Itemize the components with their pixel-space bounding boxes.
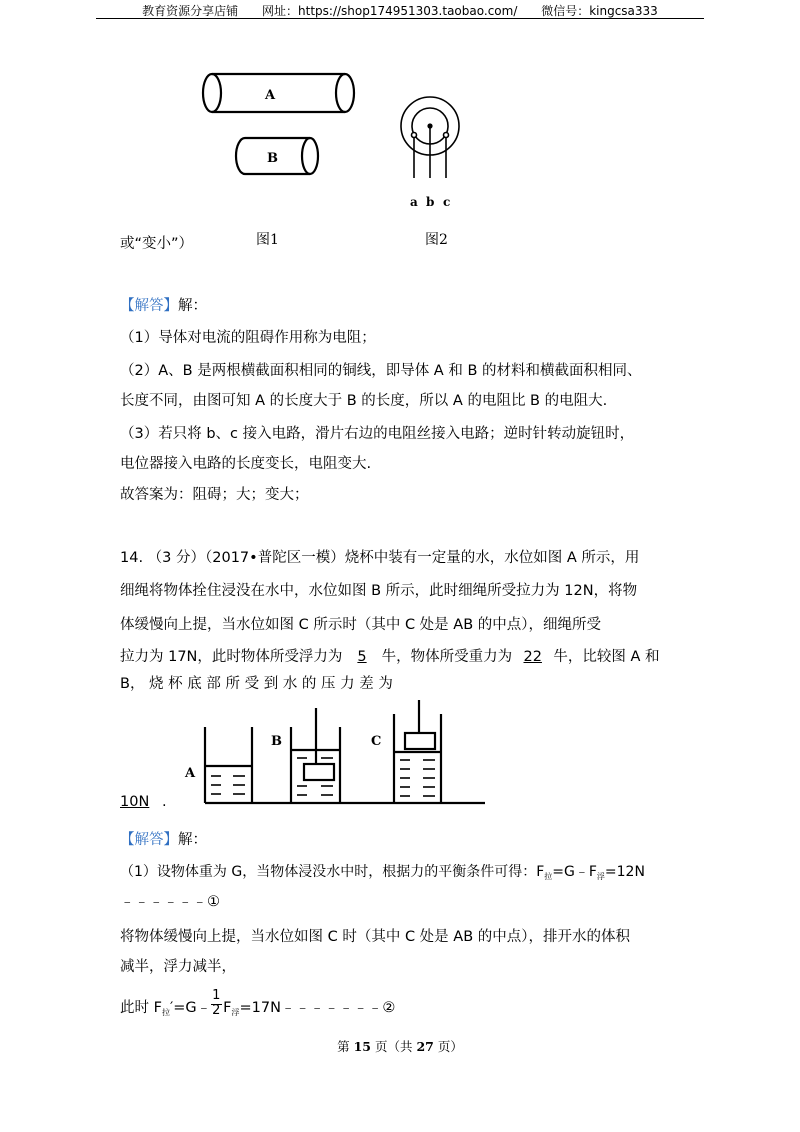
beaker-c-label: C bbox=[371, 734, 382, 749]
shop-url: 网址：https://shop174951303.taobao.com/ bbox=[262, 4, 518, 18]
page-number: 15 bbox=[353, 1039, 371, 1054]
q14-text-line-1: 14. （3 分）（2017•普陀区一模）烧杯中装有一定量的水，水位如图 A 所示，用 bbox=[120, 550, 640, 566]
shop-name: 教育资源分享店铺 bbox=[142, 4, 239, 18]
terminal-a-label: a bbox=[410, 195, 418, 209]
q14-beaker-figure bbox=[175, 700, 490, 810]
sol1-sub-pull: 拉 bbox=[544, 872, 553, 881]
answer-word: 解： bbox=[178, 832, 207, 848]
q13-solution-line-4: （3）若只将 b、c 接入电路，滑片右边的电阻丝接入电路；逆时针转动旋钮时， bbox=[120, 426, 635, 442]
fraction-denominator: 2 bbox=[212, 1003, 221, 1018]
figure-2-potentiometer bbox=[395, 88, 475, 213]
q13-answer-heading bbox=[120, 294, 207, 315]
wechat-id: 微信号：kingcsa333 bbox=[541, 4, 658, 18]
sol4-sub-pull: 拉 bbox=[161, 1008, 170, 1017]
answer-bracket-label: 【解答】 bbox=[120, 298, 178, 314]
answer-word: 解： bbox=[178, 298, 207, 314]
page-header bbox=[0, 2, 800, 19]
answer-blank-gravity: 22 bbox=[523, 649, 542, 665]
fraction-numerator: 1 bbox=[212, 988, 221, 1003]
q14-text-line-5: B， 烧 杯 底 部 所 受 到 水 的 压 力 差 为 bbox=[120, 676, 393, 692]
q13-solution-line-3: 长度不同，由图可知 A 的长度大于 B 的长度，所以 A 的电阻比 B 的电阻大. bbox=[120, 393, 608, 409]
terminal-b-label: b bbox=[426, 195, 435, 209]
beaker-b-label: B bbox=[271, 734, 282, 749]
footer-middle: 页（共 bbox=[374, 1039, 413, 1054]
figure-1-cylinders bbox=[195, 62, 365, 187]
q14-line4-part-c: 牛，比较图 A 和 bbox=[553, 649, 660, 665]
q14-line6-period: . bbox=[162, 794, 167, 810]
header-divider bbox=[96, 18, 704, 19]
q14-solution-line-2: 将物体缓慢向上提，当水位如图 C 时（其中 C 处是 AB 的中点），排开水的体积 bbox=[120, 929, 631, 945]
q14-text-line-2: 细绳将物体拴住浸没在水中，水位如图 B 所示，此时细绳所受拉力为 12N，将物 bbox=[120, 583, 638, 599]
q14-text-line-6 bbox=[120, 794, 167, 810]
q14-text-line-4 bbox=[120, 645, 659, 666]
sol4-eq: ′=G﹣ bbox=[169, 1000, 212, 1016]
footer-suffix: 页） bbox=[437, 1039, 463, 1054]
figure-1-caption: 图1 bbox=[256, 232, 279, 248]
cylinder-a-label: A bbox=[265, 88, 276, 103]
q13-solution-line-2: （2）A、B 是两根横截面积相同的铜线，即导体 A 和 B 的材料和横截面积相同、 bbox=[120, 363, 642, 379]
page-footer bbox=[0, 1037, 800, 1055]
q14-solution-line-1 bbox=[120, 861, 645, 882]
sol4-f: F bbox=[223, 1000, 232, 1016]
q14-solution-line-1-marker: ﹣﹣﹣﹣﹣﹣① bbox=[120, 894, 220, 910]
sol4-text: 此时 F bbox=[120, 1000, 162, 1016]
q14-line4-part-b: 牛，物体所受重力为 bbox=[381, 649, 513, 665]
q14-solution-line-3: 减半，浮力减半， bbox=[120, 959, 236, 975]
q14-line4-part-a: 拉力为 17N，此时物体所受浮力为 bbox=[120, 649, 343, 665]
sol4-value: =17N﹣﹣﹣﹣﹣﹣﹣② bbox=[239, 1000, 396, 1016]
previous-question-tail: 或“变小”） bbox=[120, 236, 194, 252]
terminal-c-label: c bbox=[443, 195, 451, 209]
total-pages: 27 bbox=[416, 1039, 434, 1054]
q13-solution-line-5: 电位器接入电路的长度变长，电阻变大. bbox=[120, 456, 372, 472]
q14-text-line-3: 体缓慢向上提，当水位如图 C 所示时（其中 C 处是 AB 的中点），细绳所受 bbox=[120, 617, 602, 633]
q13-solution-line-1: （1）导体对电流的阻碍作用称为电阻； bbox=[120, 330, 376, 346]
footer-prefix: 第 bbox=[337, 1039, 350, 1054]
q14-answer-heading bbox=[120, 828, 207, 849]
sol1-sub-buoy: 浮 bbox=[596, 872, 605, 881]
answer-bracket-label: 【解答】 bbox=[120, 832, 178, 848]
answer-blank-pressure-difference: 10N bbox=[120, 794, 150, 810]
answer-blank-buoyancy: 5 bbox=[357, 649, 367, 665]
q14-solution-line-4 bbox=[120, 988, 396, 1018]
q13-solution-line-6: 故答案为：阻碍；大；变大； bbox=[120, 487, 309, 503]
beaker-a-label: A bbox=[185, 766, 196, 781]
sol1-text: （1）设物体重为 G，当物体浸没水中时，根据力的平衡条件可得：F bbox=[120, 864, 545, 880]
cylinder-b-label: B bbox=[267, 151, 278, 166]
figure-2-caption: 图2 bbox=[425, 232, 448, 248]
sol1-value: =12N bbox=[604, 864, 645, 880]
sol4-sub-buoy: 浮 bbox=[231, 1008, 240, 1017]
sol1-eq: =G﹣F bbox=[552, 864, 597, 880]
